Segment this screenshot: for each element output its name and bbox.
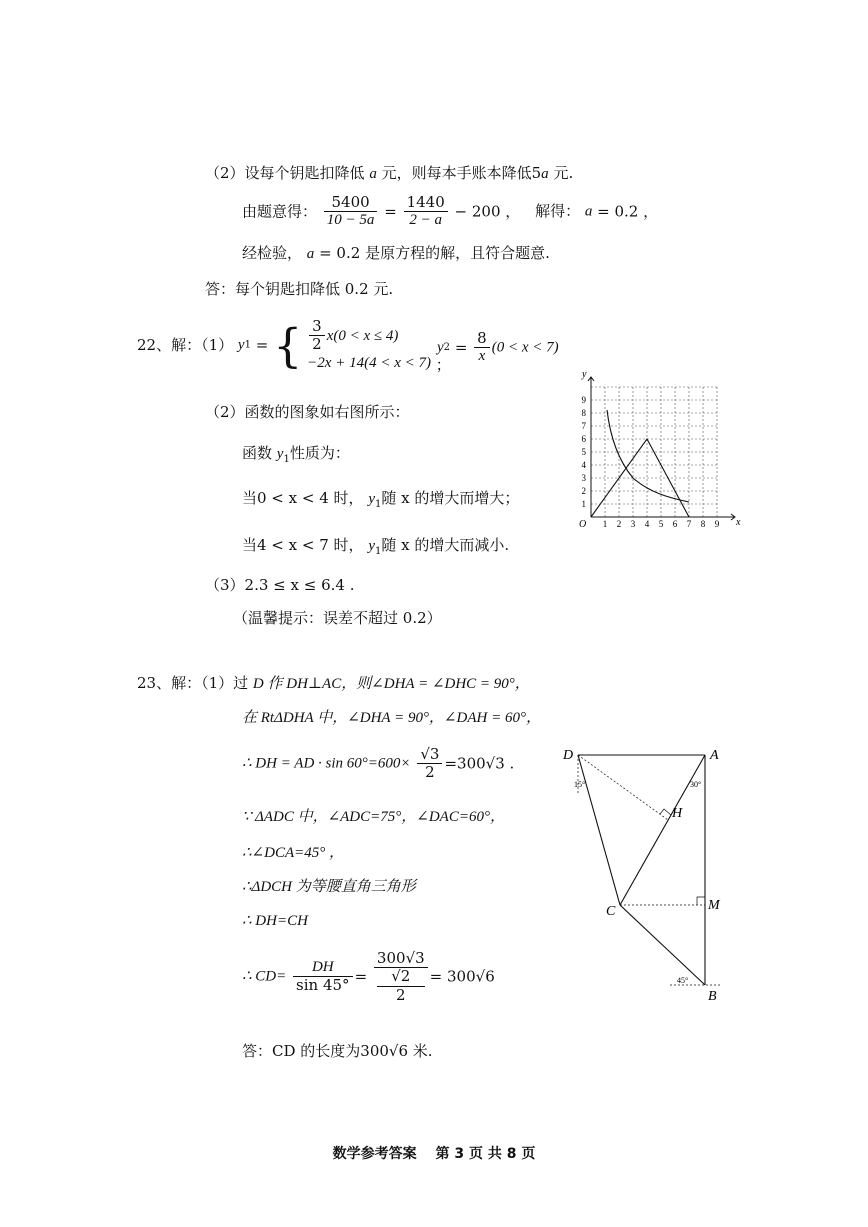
q21-frac2-den: 2 − a bbox=[409, 212, 442, 229]
q23-answer bbox=[242, 1044, 433, 1059]
q23-answer-a: 答：CD 的长度为300 bbox=[242, 1042, 389, 1060]
angle-30: 30° bbox=[690, 780, 702, 789]
q21-5: 5 bbox=[531, 164, 542, 182]
segment-DH bbox=[578, 755, 668, 820]
q22-y2-den: x bbox=[478, 348, 486, 365]
q21-frac1 bbox=[324, 194, 378, 230]
q21-text-b: 元，则每本手账本降低 bbox=[381, 164, 532, 182]
y-tick: 1 bbox=[581, 499, 586, 509]
q22-piece-end: ； bbox=[435, 356, 451, 374]
q22-dec-cond: 当4 < x < 7 时， bbox=[242, 536, 364, 554]
label-M: M bbox=[708, 898, 720, 913]
x-tick: 3 bbox=[630, 519, 636, 529]
segment-DC bbox=[578, 755, 620, 905]
q22-part1: 22、解：（1） y1 = { $\frac{3}{2}$ x(0 < x ≤ 4) −2x + 14(4 < x < 7) ； bbox=[137, 317, 451, 374]
function-graph bbox=[570, 365, 755, 530]
q23-label: 23、解：（1）过 bbox=[137, 674, 249, 692]
q23-line8 bbox=[242, 950, 495, 1004]
right-angle-M bbox=[697, 897, 705, 905]
q21-var-a: a bbox=[369, 166, 377, 182]
y-tick: 9 bbox=[581, 395, 586, 405]
q22-tip: （温馨提示：误差不超过 0.2） bbox=[233, 609, 442, 627]
q23-line6: ∴ΔDCH 为等腰直角三角形 bbox=[242, 879, 416, 895]
q21-check-suffix: 是原方程的解，且符合题意. bbox=[365, 244, 550, 262]
q21-answer: 答：每个钥匙扣降低 0.2 元. bbox=[205, 280, 394, 298]
label-A: A bbox=[710, 748, 719, 763]
y-tick: 7 bbox=[581, 421, 586, 431]
q23-line3 bbox=[242, 746, 514, 782]
q22-piece1-num: 3 bbox=[309, 318, 325, 336]
geometry-figure bbox=[560, 735, 740, 1010]
q21-check bbox=[242, 246, 550, 262]
angle-15: 15° bbox=[574, 780, 586, 789]
q23-l8-num2a: 300 bbox=[376, 949, 406, 967]
x-tick: 6 bbox=[672, 519, 678, 529]
q22-brace: { bbox=[273, 318, 303, 373]
q21-check-prefix: 经检验， bbox=[242, 244, 303, 262]
q22-piece1-rest: x(0 < x ≤ 4) bbox=[326, 327, 399, 344]
label-D: D bbox=[563, 748, 574, 763]
q21-var-a2: a bbox=[541, 166, 549, 182]
y-tick: 4 bbox=[581, 460, 586, 470]
q22-decrease: 当4 < x < 7 时， $y_1$随 x 的增大而减小. bbox=[242, 536, 510, 557]
q21-check-value: = 0.2 bbox=[319, 244, 361, 262]
x-tick: 4 bbox=[644, 519, 650, 529]
graph-axes bbox=[588, 377, 735, 520]
x-tick: 5 bbox=[658, 519, 664, 529]
y-tick: 5 bbox=[581, 447, 586, 457]
q21-text-c: 元. bbox=[553, 164, 574, 182]
q23-l8-num2b: √3 bbox=[405, 949, 425, 967]
x-tick: 8 bbox=[700, 519, 706, 529]
q23-answer-b: √6 bbox=[388, 1042, 409, 1060]
q23-l8-frac1 bbox=[293, 959, 353, 995]
x-tick: 7 bbox=[686, 519, 692, 529]
q22-prop-intro: 函数 bbox=[242, 444, 273, 462]
q21-line1 bbox=[205, 166, 573, 182]
y-tick: 8 bbox=[581, 408, 586, 418]
graph-y-label: y bbox=[582, 369, 587, 380]
q21-check-var: a bbox=[306, 246, 315, 262]
q22-inc-cond: 当0 < x < 4 时， bbox=[242, 489, 364, 507]
q23-l8-c: √6 bbox=[475, 967, 495, 986]
q22-part2: （2）函数的图象如右图所示： bbox=[205, 403, 410, 421]
x-tick: 2 bbox=[616, 519, 622, 529]
q23-line5: ∴∠DCA=45° ， bbox=[242, 845, 344, 861]
q23-l8-den2 bbox=[374, 968, 428, 1004]
label-B: B bbox=[708, 989, 717, 1004]
graph-x-ticks bbox=[603, 519, 720, 529]
q21-equation: 由题意得： $\frac{5400}{10 - 5a}$ = $\frac{1440}{2 - a}$ − 200 ， 解得： a = 0.2 ， bbox=[242, 193, 659, 229]
q22-pieces bbox=[307, 318, 431, 373]
q21-frac1-num: 5400 bbox=[324, 194, 378, 212]
q21-text-a: （2）设每个钥匙扣降低 bbox=[205, 164, 365, 182]
q22-inc-text: 随 x 的增大而增大； bbox=[381, 489, 520, 507]
right-angle-H bbox=[660, 809, 671, 815]
x-tick: 1 bbox=[602, 519, 608, 529]
q22-y2-var: y bbox=[437, 339, 444, 356]
q23-line4: ∵ ΔADC 中，∠ADC=75°，∠DAC=60°， bbox=[242, 809, 505, 825]
segment-AC bbox=[620, 755, 705, 905]
y-tick: 6 bbox=[581, 434, 586, 444]
q23-l8-num1: DH bbox=[293, 959, 353, 977]
q22-dec-var: y bbox=[368, 538, 375, 554]
graph-y-ticks bbox=[582, 395, 587, 509]
q22-y2-eq: = bbox=[454, 338, 473, 357]
q21-eq-rest: − 200 ， bbox=[454, 202, 521, 221]
q22-piece1-frac bbox=[309, 318, 325, 354]
q22-dec-text: 随 x 的增大而减小. bbox=[381, 536, 510, 554]
q23-l8-eq: = bbox=[354, 967, 368, 986]
label-C: C bbox=[606, 904, 616, 919]
q23-l8-den1: sin 45° bbox=[296, 976, 350, 995]
q23-answer-c: 米. bbox=[412, 1042, 433, 1060]
q22-y2-frac bbox=[474, 330, 490, 366]
q22-piece2: −2x + 14(4 < x < 7) bbox=[307, 354, 431, 371]
q21-solve-value: = 0.2 ， bbox=[597, 202, 659, 221]
q22-label: 22、解：（1） bbox=[137, 336, 234, 354]
q23-l3-b: =300 bbox=[444, 754, 486, 773]
q23-line2: 在 RtΔDHA 中，∠DHA = 90°，∠DAH = 60°， bbox=[242, 710, 541, 726]
q22-y2-domain: (0 < x < 7) bbox=[491, 339, 559, 356]
q22-y2-num: 8 bbox=[474, 330, 490, 348]
q23-l8-den2-den: 2 bbox=[396, 985, 406, 1004]
q21-frac2-num: 1440 bbox=[404, 194, 448, 212]
page-footer: 数学参考答案 第 3 页 共 8 页 bbox=[332, 1146, 536, 1162]
q23-l3-num: √3 bbox=[417, 746, 442, 764]
q22-inc-var: y bbox=[368, 491, 375, 507]
y-tick: 3 bbox=[581, 473, 586, 483]
q23-l3-frac bbox=[417, 746, 442, 782]
q21-frac2 bbox=[404, 194, 448, 230]
q23-l1: D 作 DH⊥AC，则∠DHA = ∠DHC = 90°， bbox=[252, 676, 530, 692]
graph-x-label: x bbox=[736, 517, 741, 528]
q22-prop-var: y bbox=[276, 446, 284, 462]
q23-l8-den2-num: √2 bbox=[377, 968, 425, 986]
q23-line7: ∴ DH=CH bbox=[242, 913, 308, 929]
q22-piece1-den: 2 bbox=[312, 335, 322, 354]
q22-increase: 当0 < x < 4 时， $y_1$随 x 的增大而增大； bbox=[242, 489, 520, 510]
q21-frac1-den: 10 − 5a bbox=[326, 212, 375, 229]
y-tick: 2 bbox=[581, 486, 586, 496]
q22-y1: y bbox=[237, 337, 245, 353]
graph-origin: O bbox=[579, 519, 587, 530]
q23-l3-end: . bbox=[509, 754, 515, 773]
q22-prop-intro2: 性质为： bbox=[289, 444, 350, 462]
q23-l8-a: ∴ CD= bbox=[242, 968, 287, 985]
label-H: H bbox=[672, 806, 683, 821]
q22-part3: （3）2.3 ≤ x ≤ 6.4 . bbox=[205, 576, 355, 594]
q21-solve-var: a bbox=[584, 203, 593, 220]
q23-l8-b: = 300 bbox=[429, 967, 476, 986]
segment-CB bbox=[620, 905, 705, 985]
q23-l3-a: ∴ DH = AD · sin 60°=600× bbox=[242, 755, 411, 772]
q21-eq-prefix: 由题意得： bbox=[242, 202, 318, 221]
q22-prop: 函数 $y_1$性质为： bbox=[242, 444, 350, 465]
q23-l8-frac2 bbox=[374, 950, 428, 1004]
q23-l3-den: 2 bbox=[425, 763, 435, 782]
q21-solve-label: 解得： bbox=[535, 202, 581, 221]
q23-l3-c: √3 bbox=[485, 754, 505, 773]
q22-y2: y2 = $\frac{8}{x}$ (0 < x < 7) bbox=[437, 329, 559, 365]
x-tick: 9 bbox=[714, 519, 720, 529]
angle-45: 45° bbox=[677, 976, 689, 985]
q23-line1 bbox=[137, 676, 530, 692]
